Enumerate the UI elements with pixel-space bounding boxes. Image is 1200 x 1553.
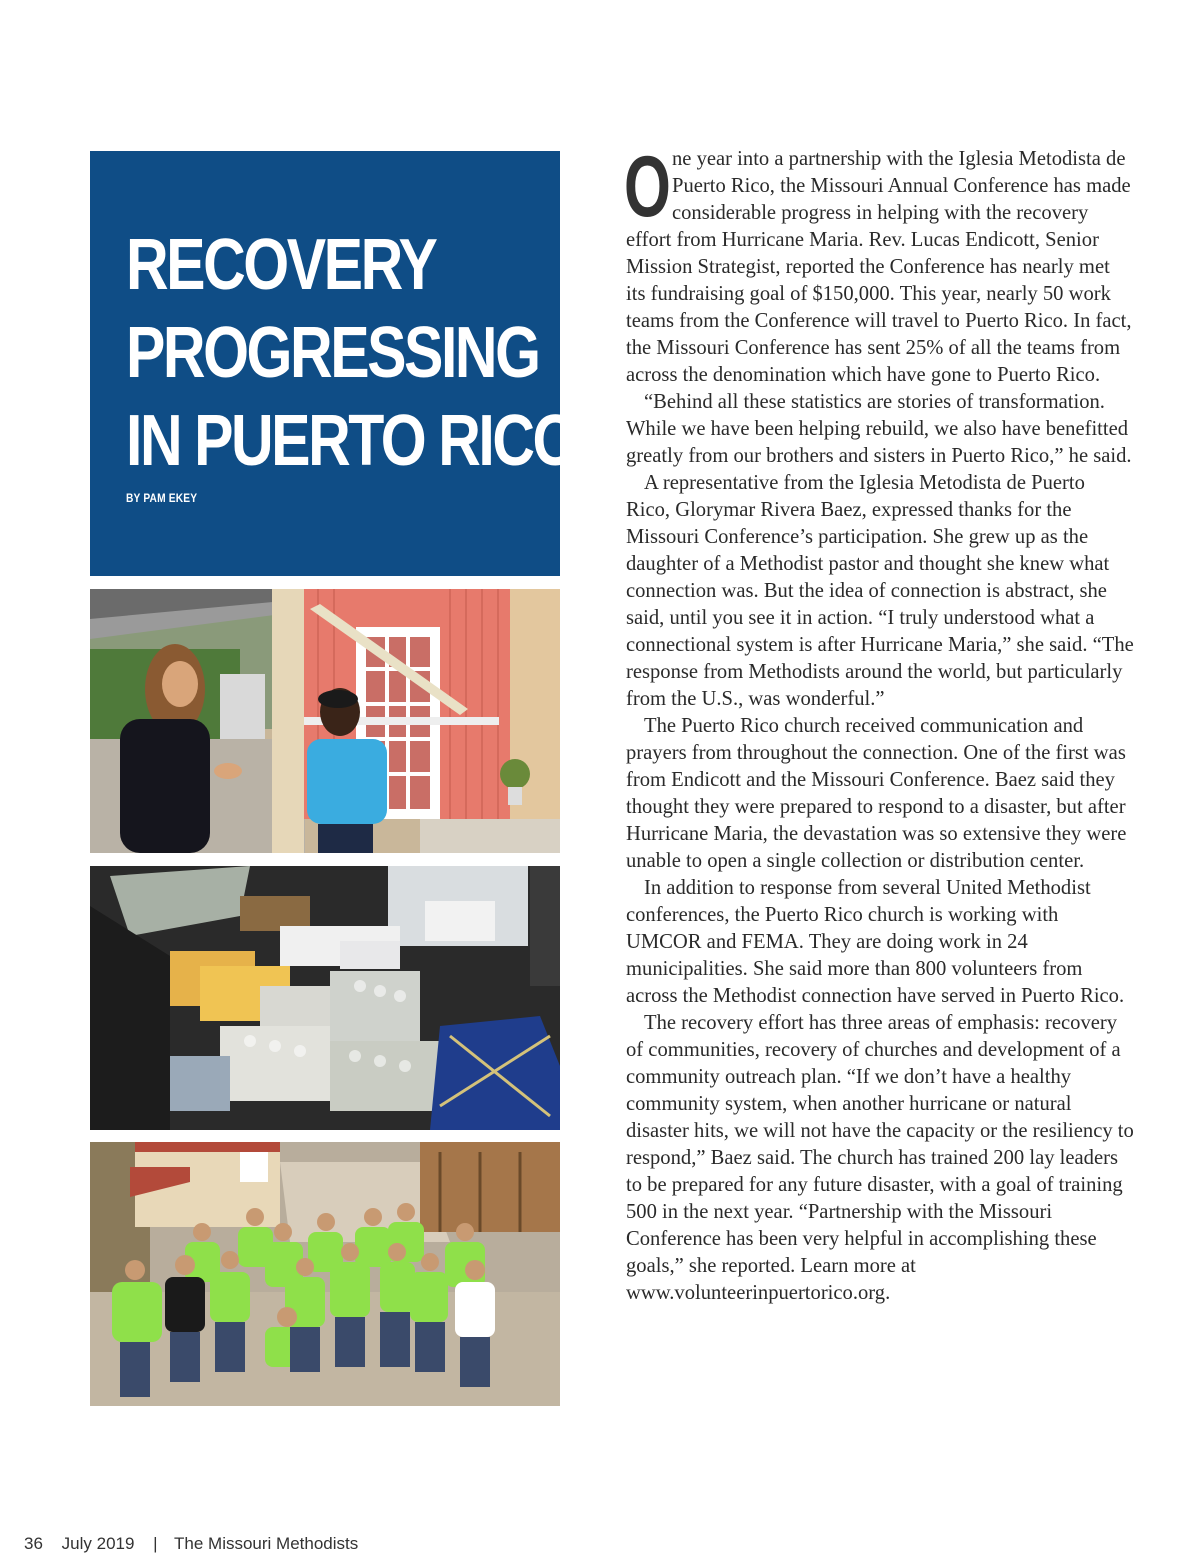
photo-house-conversation bbox=[90, 589, 560, 853]
photo-volunteer-group bbox=[90, 1142, 560, 1406]
issue-date: July 2019 bbox=[61, 1534, 135, 1553]
footer-separator: | bbox=[153, 1534, 158, 1553]
photo-van-supplies bbox=[90, 866, 560, 1130]
article-body bbox=[624, 139, 1134, 1307]
article-paragraph: “Behind all these statistics are stories of transformation. While we have been helping rebuild, we also have benefitted greatly from our brothers and sisters in Puerto Rico,” he said. bbox=[626, 391, 1132, 467]
drop-cap: O bbox=[624, 139, 671, 235]
article-paragraph: In addition to response from several United Methodist conferences, the Puerto Rico church is working with UMCOR and FEMA. They are doing work in 24 municipalities. She said more than 800 volunteers from across the Methodist connection have served in Puerto Rico. bbox=[626, 877, 1125, 1007]
article-paragraph: One year into a partnership with the Iglesia Metodista de Puerto Rico, the Missouri Annual Conference has made considerable progress in helping with the recovery effort from Hurricane Maria. Rev. Lucas Endicott, Senior Mission Strategist, reported the Conference has nearly met its fundraising goal of $150,000. This year, nearly 50 work teams from the Conference will travel to Puerto Rico. In fact, the Missouri Conference has sent 25% of all the teams from across the denomination which have gone to Puerto Rico. bbox=[624, 139, 1132, 386]
headline-line-3: IN PUERTO RICO bbox=[126, 401, 576, 481]
headline-line-2: PROGRESSING bbox=[126, 313, 539, 393]
article-paragraph: The Puerto Rico church received communication and prayers from throughout the connection. One of the first was from Endicott and the Missouri Conference. Baez said they thought they were prepared to respond to a disaster, but after Hurricane Maria, the devastation was so extensive they were unable to open a single collection or distribution center. bbox=[626, 715, 1127, 872]
byline: BY PAM EKEY bbox=[126, 491, 198, 505]
title-block bbox=[90, 151, 576, 576]
page-number: 36 bbox=[24, 1534, 43, 1553]
article-paragraph: The recovery effort has three areas of emphasis: recovery of communities, recovery of churches and development of a community outreach plan. “If we don’t have a healthy community system, when another hurricane or natural disaster hits, we will not have the capacity or the resiliency to respond,” Baez said. The church has trained 200 lay leaders to be prepared for any future disaster, with a goal of training 500 in the next year. “Partnership with the Missouri Conference has been very helpful in accomplishing these goals,” she reported. Learn more at www.volunteerinpuertorico.org. bbox=[626, 1012, 1134, 1304]
headline-line-1: RECOVERY bbox=[126, 225, 436, 305]
article-paragraph: A representative from the Iglesia Metodista de Puerto Rico, Glorymar Rivera Baez, expressed thanks for the Missouri Conference’s participation. She grew up as the daughter of a Methodist pastor and thought she knew what connection was. But the idea of connection is abstract, she said, until you see it in action. “I truly understood what a connectional system is after Hurricane Maria,” she said. “The response from Methodists around the world, but particularly from the U.S., was wonderful.” bbox=[626, 472, 1134, 710]
publication-name: The Missouri Methodists bbox=[174, 1534, 359, 1553]
page-footer bbox=[24, 1534, 372, 1553]
